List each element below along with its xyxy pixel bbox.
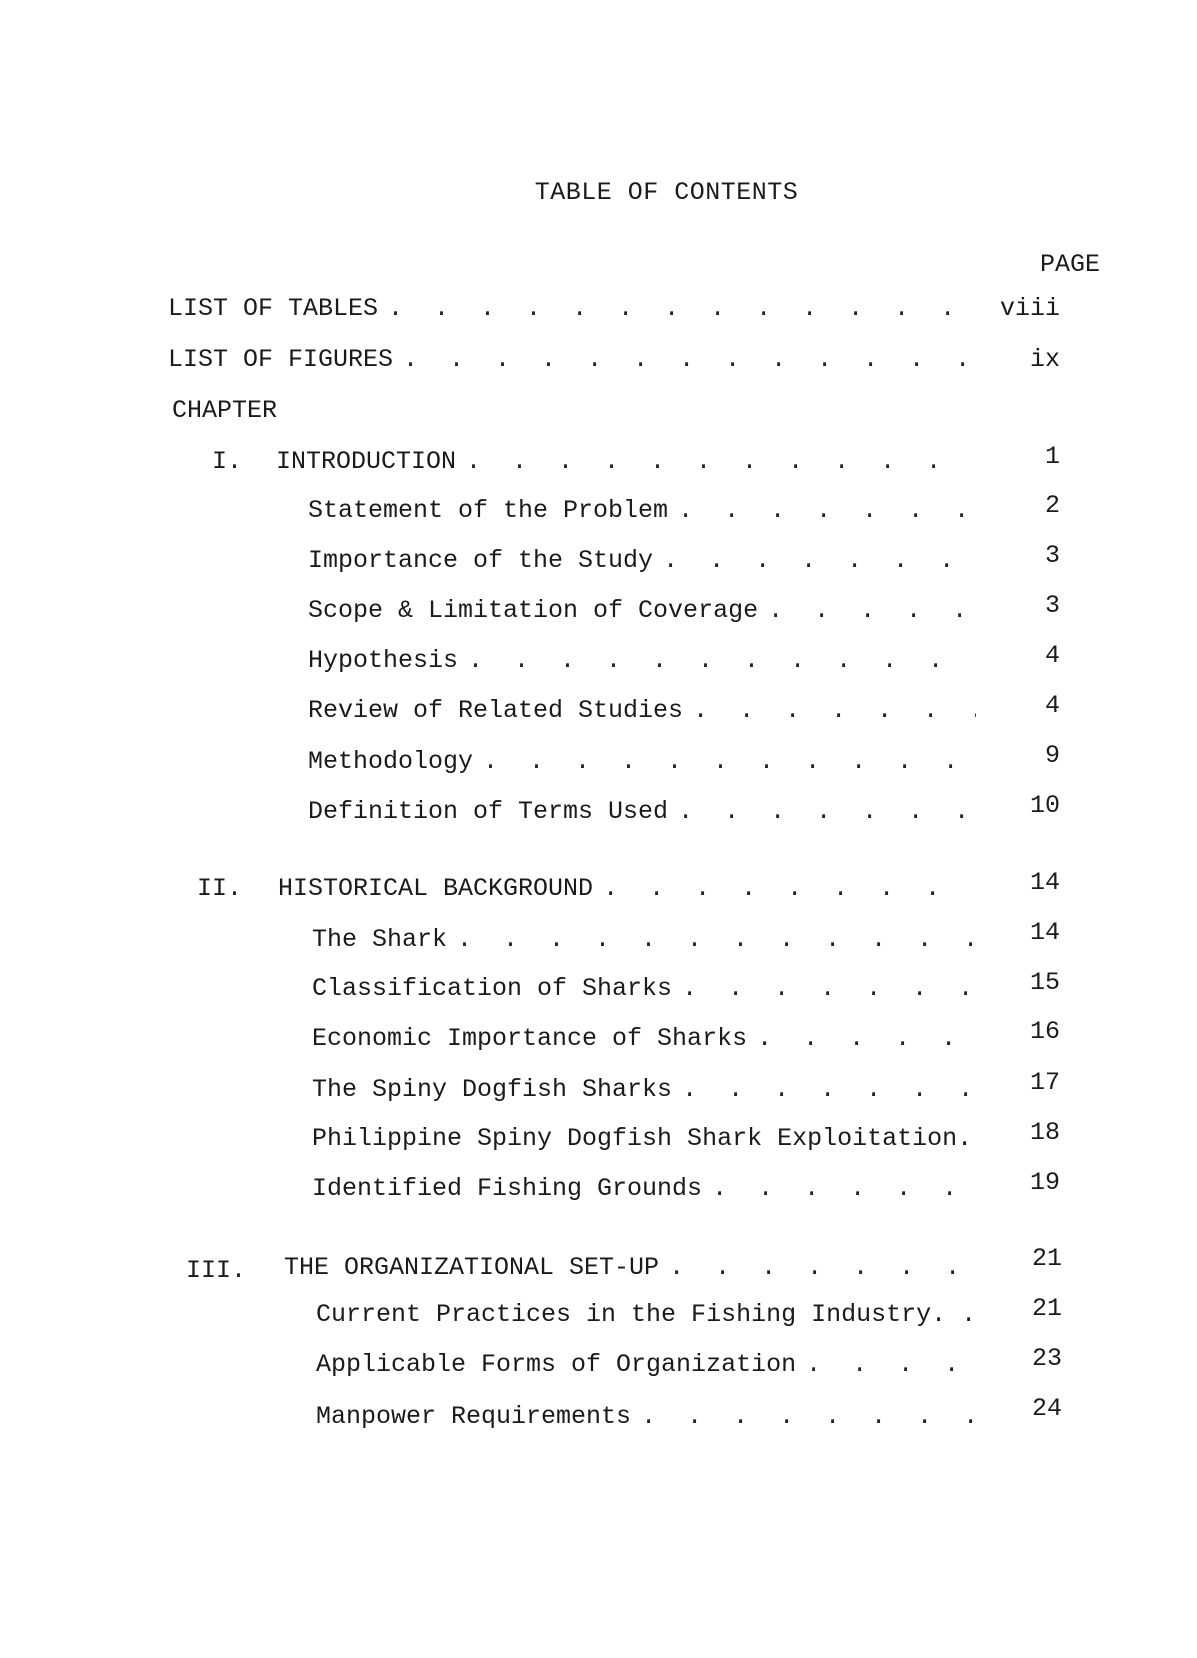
chapter-title: HISTORICAL BACKGROUND [278, 874, 594, 903]
section-entry [316, 1350, 978, 1382]
section-entry [308, 546, 976, 578]
section-page: 14 [1029, 918, 1060, 947]
section-page: 16 [1029, 1017, 1060, 1046]
section-entry [312, 925, 976, 957]
section-label: Identified Fishing Grounds [312, 1174, 703, 1203]
dot-leader [806, 1350, 978, 1379]
page-column-header: PAGE [1040, 250, 1101, 279]
dot-leader [466, 447, 976, 476]
section-label: Manpower Requirements [316, 1402, 632, 1431]
section-page: 17 [1029, 1068, 1060, 1097]
section-label: Methodology [308, 747, 474, 776]
dot-leader [693, 696, 976, 725]
section-label: Economic Importance of Sharks [312, 1024, 748, 1053]
section-page: 9 [1044, 741, 1060, 770]
chapter-numeral: III. [185, 1256, 246, 1285]
page-title: TABLE OF CONTENTS [534, 178, 799, 207]
chapter-page: 1 [1044, 442, 1060, 471]
section-entry [308, 747, 976, 779]
dot-leader [757, 1024, 976, 1053]
section-page: 3 [1044, 591, 1060, 620]
dot-leader [669, 1253, 978, 1282]
section-page: 19 [1029, 1168, 1060, 1197]
dot-leader [641, 1402, 978, 1431]
dot-leader [678, 797, 976, 826]
section-page: 18 [1029, 1118, 1060, 1147]
chapter-page: 14 [1029, 868, 1060, 897]
section-entry [316, 1402, 978, 1434]
section-page: 2 [1044, 491, 1060, 520]
section-label: Philippine Spiny Dogfish Shark Exploitation. [312, 1124, 973, 1153]
section-label: Classification of Sharks [312, 974, 673, 1003]
section-page: 24 [1031, 1394, 1062, 1423]
section-page: 21 [1031, 1294, 1062, 1323]
section-label: Scope & Limitation of Coverage [308, 596, 759, 625]
section-label: Current Practices in the Fishing Industry. . [316, 1300, 977, 1329]
section-page: 23 [1031, 1344, 1062, 1373]
section-label: Hypothesis [308, 646, 459, 675]
section-entry [308, 496, 976, 528]
dot-leader [468, 646, 976, 675]
section-label: The Shark [312, 925, 448, 954]
section-page: 15 [1029, 968, 1060, 997]
section-entry [308, 646, 976, 678]
dot-leader [603, 874, 976, 903]
chapter-entry [276, 447, 976, 479]
toc-entry-page: viii [999, 294, 1060, 323]
toc-entry [168, 345, 976, 377]
chapter-page: 21 [1031, 1244, 1062, 1273]
section-entry [312, 1075, 978, 1107]
dot-leader [388, 294, 976, 323]
toc-entry-label: LIST OF FIGURES [168, 345, 394, 374]
chapter-title: THE ORGANIZATIONAL SET-UP [284, 1253, 660, 1282]
chapter-title: INTRODUCTION [276, 447, 457, 476]
section-entry [312, 974, 976, 1006]
chapter-numeral: II. [196, 874, 242, 903]
dot-leader [682, 974, 976, 1003]
section-page: 10 [1029, 791, 1060, 820]
toc-entry-page: ix [1029, 345, 1060, 374]
chapter-heading: CHAPTER [172, 396, 278, 425]
section-label: Statement of the Problem [308, 496, 669, 525]
section-entry [308, 696, 976, 728]
section-label: The Spiny Dogfish Sharks [312, 1075, 673, 1104]
section-entry [312, 1024, 976, 1056]
section-page: 4 [1044, 691, 1060, 720]
toc-entry-label: LIST OF TABLES [168, 294, 379, 323]
section-label: Definition of Terms Used [308, 797, 669, 826]
dot-leader [682, 1075, 978, 1104]
section-entry [308, 797, 976, 829]
dot-leader [663, 546, 976, 575]
chapter-entry [284, 1253, 978, 1285]
chapter-numeral: I. [211, 447, 242, 476]
dot-leader [712, 1174, 978, 1203]
dot-leader [457, 925, 976, 954]
section-label: Importance of the Study [308, 546, 654, 575]
section-label: Review of Related Studies [308, 696, 684, 725]
section-entry [312, 1174, 978, 1206]
section-label: Applicable Forms of Organization [316, 1350, 797, 1379]
section-page: 3 [1044, 541, 1060, 570]
toc-entry [168, 294, 976, 326]
chapter-entry [278, 874, 976, 906]
dot-leader [483, 747, 976, 776]
section-entry [308, 596, 976, 628]
section-page: 4 [1044, 641, 1060, 670]
dot-leader [678, 496, 976, 525]
dot-leader [768, 596, 976, 625]
dot-leader [403, 345, 976, 374]
